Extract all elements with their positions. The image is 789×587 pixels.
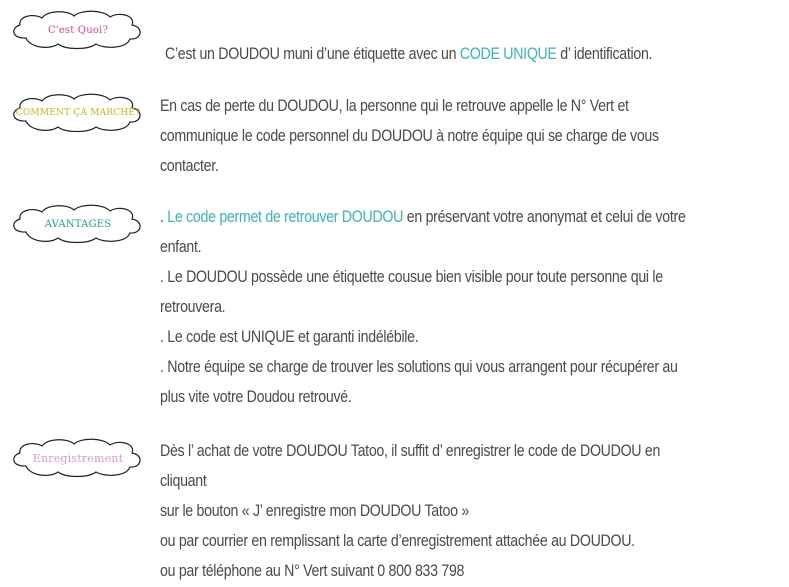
section-1-text — [165, 39, 698, 69]
text-line: Dès l’ achat de votre DOUDOU Tatoo, il suffit d’ enregistrer le code de DOUDOU en cliquant — [160, 442, 661, 490]
section-title: AVANTAGES — [44, 218, 112, 230]
text-line: ou par courrier en remplissant la carte d’enregistrement attachée au DOUDOU. — [160, 532, 635, 550]
text-line: ou par téléphone au N° Vert suivant 0 800 833 798 — [160, 562, 465, 580]
section-4-text — [160, 436, 693, 586]
section-title: COMMENT ÇA MARCHE? — [15, 108, 141, 118]
text-line: enfant. — [160, 238, 202, 256]
section-2-text — [160, 91, 693, 181]
text-line: En cas de perte du DOUDOU, la personne qui le retrouve appelle le N° Vert et — [160, 97, 629, 115]
text-line: plus vite votre Doudou retrouvé. — [160, 388, 352, 406]
section-title: Enregistrement — [32, 451, 124, 465]
section-title: C'est Quoi? — [47, 24, 109, 36]
section-3-text — [160, 202, 693, 412]
text-line: . Le code permet de retrouver DOUDOU en préservant votre anonymat et celui de votre — [160, 208, 686, 226]
section-2-cloud-badge — [8, 91, 148, 135]
text-line: . Le code est UNIQUE et garanti indélébile. — [160, 328, 419, 346]
highlighted-phrase: Le code permet de retrouver DOUDOU — [167, 208, 404, 226]
text-line: retrouvera. — [160, 298, 226, 316]
text-line: . Notre équipe se charge de trouver les solutions qui vous arrangent pour récupérer au — [160, 358, 678, 376]
section-3-cloud-badge — [8, 202, 148, 246]
text-line: C’est un DOUDOU muni d’une étiquette avec un CODE UNIQUE d’ identification. — [165, 45, 653, 63]
text-line: . Le DOUDOU possède une étiquette cousue bien visible pour toute personne qui le — [160, 268, 663, 286]
text-line: sur le bouton « J’ enregistre mon DOUDOU Tatoo » — [160, 502, 469, 520]
text-line: contacter. — [160, 157, 219, 175]
section-4-cloud-badge — [8, 436, 148, 480]
text-line: communique le code personnel du DOUDOU à notre équipe qui se charge de vous — [160, 127, 659, 145]
section-1-cloud-badge — [8, 8, 148, 52]
